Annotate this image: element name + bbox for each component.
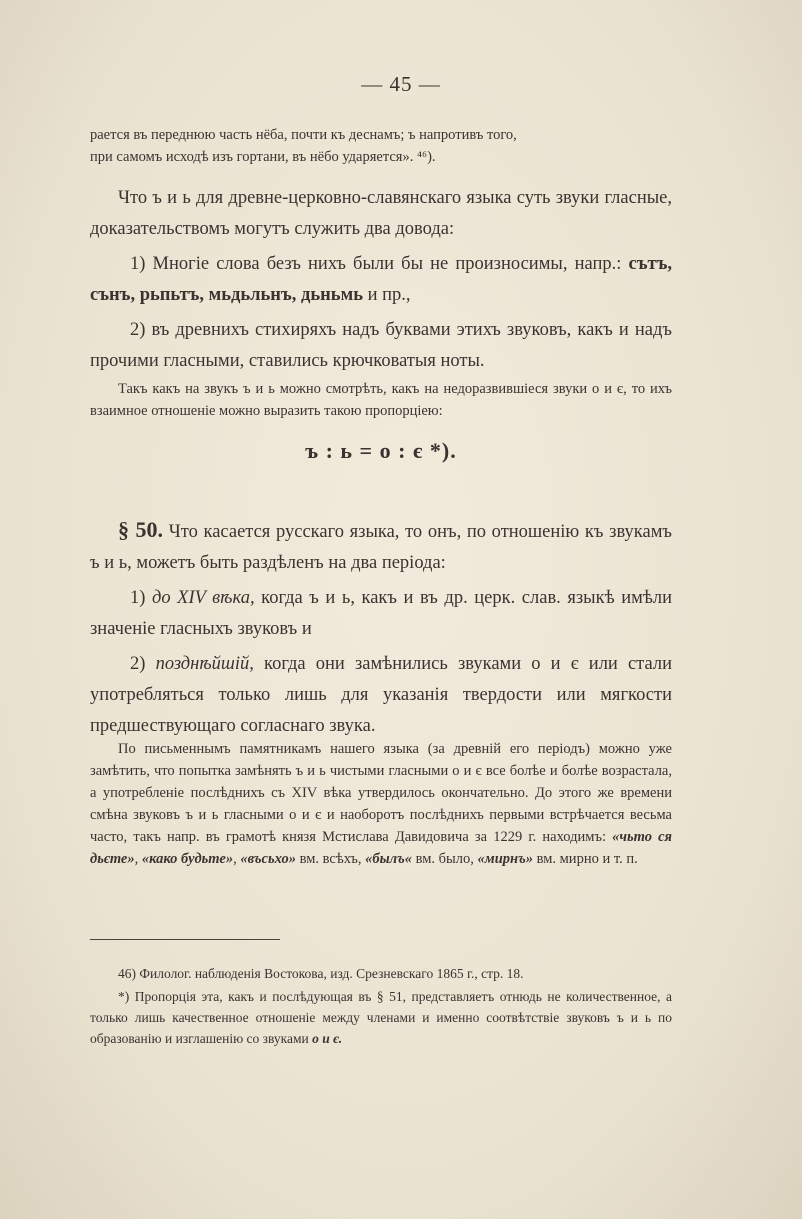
footnote-divider — [90, 939, 280, 940]
note-part-1: По письменнымъ памятникамъ нашего языка (за древній его періодъ) можно уже замѣтить, что попытка замѣнять ъ и ь чистыми гласными о и є все болѣе и болѣе возрастала, а употребленіе послѣднихъ съ XIV вѣка утвердилось окончательно. До этого же времени смѣна звуковъ ъ и ь гласными о и є и наоборотъ послѣднихъ первыми встрѣчается весьма часто, такъ напр. въ грамотѣ князя Мстислава Давидовича за 1229 г. находимъ: — [90, 741, 672, 845]
example-5: «мирнъ» — [477, 851, 533, 867]
footnote-star — [90, 986, 672, 1049]
carryover-line-2: при самомъ исходѣ изъ гортани, въ нёбо ударяется». ⁴⁶). — [90, 149, 436, 165]
paragraph-text: Что ъ и ь для древне-церковно-славянскаго языка суть звуки гласные, доказательствомъ могутъ служить два довода: — [90, 188, 672, 239]
period-1-text: когда ъ и ь, какъ и въ др. церк. слав. языкѣ имѣли значеніе гласныхъ звуковъ и — [90, 588, 672, 639]
footnote-star-text: *) Пропорція эта, какъ и послѣдующая въ § 51, представляетъ отнюдь не количественное, а только лишь качественное отношеніе между членами и именно соотвѣтствіе звуковъ ъ и ь по образованію и изглашенію со звуками — [90, 989, 672, 1046]
section-50-intro — [90, 514, 672, 579]
footnotes — [90, 963, 672, 1049]
note-monuments — [90, 738, 672, 870]
period-2-name: позднѣйшій, — [155, 654, 254, 674]
note-part-2: вм. всѣхъ, — [299, 851, 362, 867]
period-2 — [90, 649, 672, 742]
example-4: «былъ« — [365, 851, 413, 867]
argument-1-end: и пр., — [367, 285, 411, 305]
period-1-name: до XIV вѣка, — [151, 588, 255, 608]
argument-2: 2) въ древнихъ стихиряхъ надъ буквами этихъ звуковъ, какъ и надъ прочими гласными, ставились крючковатыя ноты. — [90, 320, 672, 371]
section-50 — [90, 514, 672, 742]
example-3: «въсьхо» — [240, 851, 296, 867]
section-50-text: Что касается русскаго языка, то онъ, по отношенію къ звукамъ ъ и ь, можетъ быть раздѣленъ на два періода: — [90, 522, 672, 573]
period-2-text: когда они замѣнились звуками о и є или стали употребляться только лишь для указанія твердости или мягкости предшествующаго согласнаго звука. — [90, 654, 672, 736]
note-proportion — [90, 378, 672, 464]
example-1: «чьто ся дьєте» — [90, 829, 672, 867]
footnote-46: 46) Филолог. наблюденія Востокова, изд. Срезневскаго 1865 г., стр. 18. — [118, 966, 524, 981]
note-part-4: вм. мирно и т. п. — [536, 851, 638, 867]
period-1 — [90, 583, 672, 645]
section-mark: § 50. — [118, 517, 164, 542]
argument-1-text: 1) Многіе слова безъ нихъ были бы не произносимы, напр.: — [130, 254, 622, 274]
note-monuments-text: По письменнымъ памятникамъ нашего языка (за древній его періодъ) можно уже замѣтить, что попытка замѣнять ъ и ь чистыми гласными о и є все болѣе и болѣе возрастала, а употребленіе послѣднихъ съ XIV вѣка утвердилось окончательно. До этого же времени смѣна звуковъ ъ и ь гласными о и є и наоборотъ послѣднихъ первыми встрѣчается весьма часто, такъ напр. въ грамотѣ князя Мстислава Давидовича за 1229 г. находимъ: «чьто ся дьєте», «како будьте», «въсьхо» вм. всѣхъ, «былъ« вм. было, «мирнъ» вм. мирно и т. п. — [90, 741, 672, 867]
argument-1 — [90, 249, 672, 311]
period-2-num: 2) — [130, 654, 146, 674]
example-2: «како будьте» — [141, 851, 234, 867]
argument-1-examples: сътъ, сънъ, рьпьтъ, мьдьльнъ, дьньмь — [90, 254, 673, 305]
page-number: — 45 — — [361, 72, 441, 96]
carryover-paragraph — [90, 124, 672, 168]
note-part-3: вм. было, — [415, 851, 474, 867]
note-proportion-text: Такъ какъ на звукъ ъ и ь можно смотрѣть, какъ на недоразвившіеся звуки о и є, то ихъ взаимное отношеніе можно выразить такою пропорціею: — [90, 381, 672, 419]
footnote-star-end: о и є. — [312, 1031, 343, 1046]
period-1-num: 1) — [130, 588, 146, 608]
paragraph-vowels — [90, 183, 672, 377]
carryover-line-1: рается въ переднюю часть нёба, почти къ деснамъ; ъ напротивъ того, — [90, 127, 517, 143]
proportion-formula: ъ : ь = о : є *). — [305, 438, 457, 463]
